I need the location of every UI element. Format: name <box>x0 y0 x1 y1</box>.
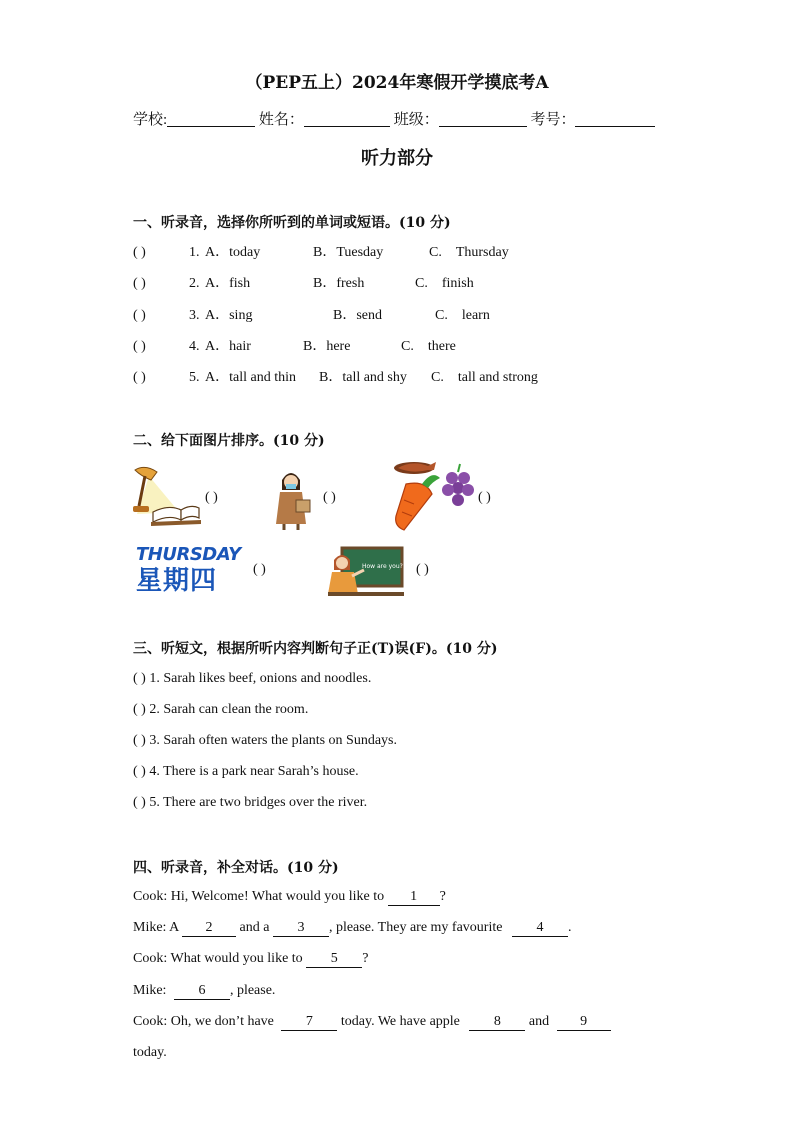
number-blank[interactable] <box>575 111 655 127</box>
dialogue-line-1 <box>133 889 446 906</box>
section2-heading: 二、给下面图片排序。(10 分) <box>133 433 325 449</box>
option-b: B．send <box>333 308 382 323</box>
question-number: 3. <box>189 308 200 323</box>
blank-6[interactable]: 6 <box>174 983 230 1000</box>
judge-statement: 3. Sarah often waters the plants on Sundays. <box>149 733 398 748</box>
name-blank[interactable] <box>304 111 390 127</box>
dialogue-text: . <box>567 920 572 935</box>
answer-paren[interactable]: ( ) <box>133 671 146 686</box>
option-c: C. learn <box>435 308 490 323</box>
dialogue-text: Cook: What would you like to <box>133 951 307 966</box>
dialogue-text: Mike: A <box>133 920 183 935</box>
blank-1[interactable]: 1 <box>388 889 440 906</box>
judge-question-1 <box>133 671 371 687</box>
number-label: 考号： <box>530 112 576 128</box>
thursday-picture <box>136 544 244 598</box>
judge-statement: 2. Sarah can clean the room. <box>149 702 309 717</box>
lamp-book-picture <box>131 462 201 530</box>
part-title: 听力部分 <box>361 148 433 169</box>
order-paren-2[interactable]: ( ) <box>323 490 336 505</box>
school-blank[interactable] <box>167 111 255 127</box>
option-a: A．tall and thin <box>205 370 296 385</box>
option-a: A．fish <box>205 276 251 291</box>
board-text: How are you? <box>362 563 403 570</box>
dialogue-text: Cook: Oh, we don’t have <box>133 1014 278 1029</box>
dialogue-text: Cook: Hi, Welcome! What would you like to <box>133 889 388 904</box>
answer-paren[interactable]: ( ) <box>133 339 146 354</box>
dialogue-line-6 <box>133 1045 167 1061</box>
question-number: 5. <box>189 370 200 385</box>
judge-question-2 <box>133 702 308 718</box>
teacher-board-picture <box>328 546 404 596</box>
thursday-english: THURSDAY <box>136 544 241 565</box>
order-paren-1[interactable]: ( ) <box>205 490 218 505</box>
dialogue-line-5 <box>133 1014 611 1031</box>
question-number: 4. <box>189 339 200 354</box>
blank-8[interactable]: 8 <box>469 1014 525 1031</box>
judge-question-5 <box>133 795 367 811</box>
dialogue-text: today. We have apple <box>337 1014 464 1029</box>
girl-picture <box>270 466 312 530</box>
dialogue-text: , please. <box>229 983 276 998</box>
school-label: 学校: <box>133 112 168 128</box>
class-label: 班级： <box>393 112 439 128</box>
blank-4[interactable]: 4 <box>512 920 568 937</box>
order-paren-4[interactable]: ( ) <box>253 562 266 577</box>
blank-3[interactable]: 3 <box>273 920 329 937</box>
order-paren-3[interactable]: ( ) <box>478 490 491 505</box>
answer-paren[interactable]: ( ) <box>133 370 146 385</box>
option-b: B．tall and shy <box>319 370 407 385</box>
dialogue-text: Mike: <box>133 983 170 998</box>
answer-paren[interactable]: ( ) <box>133 702 146 717</box>
judge-statement: 5. There are two bridges over the river. <box>149 795 368 810</box>
page-title: （PEP五上）2024年寒假开学摸底考A <box>245 73 549 93</box>
dialogue-line-2 <box>133 920 571 937</box>
section3-heading: 三、听短文，根据所听内容判断句子正(T)误(F)。(10 分) <box>133 641 498 657</box>
option-b: B．fresh <box>313 276 365 291</box>
option-c: C. tall and strong <box>431 370 538 385</box>
question-number: 1. <box>189 245 200 260</box>
option-c: C. there <box>401 339 456 354</box>
dialogue-text: ? <box>439 889 446 904</box>
section4-heading: 四、听录音，补全对话。(10 分) <box>133 860 339 876</box>
blank-7[interactable]: 7 <box>281 1014 337 1031</box>
dialogue-text: , please. They are my favourite <box>328 920 506 935</box>
option-b: B．here <box>303 339 351 354</box>
order-paren-5[interactable]: ( ) <box>416 562 429 577</box>
answer-paren[interactable]: ( ) <box>133 276 146 291</box>
option-a: A．hair <box>205 339 251 354</box>
option-b: B．Tuesday <box>313 245 384 260</box>
dialogue-text: and <box>525 1014 553 1029</box>
option-c: C. Thursday <box>429 245 509 260</box>
answer-paren[interactable]: ( ) <box>133 733 146 748</box>
section1-heading: 一、听录音，选择你所听到的单词或短语。(10 分) <box>133 215 451 231</box>
answer-paren[interactable]: ( ) <box>133 795 146 810</box>
thursday-chinese: 星期四 <box>136 566 218 596</box>
answer-paren[interactable]: ( ) <box>133 245 146 260</box>
dialogue-text: and a <box>236 920 273 935</box>
judge-statement: 4. There is a park near Sarah’s house. <box>149 764 359 779</box>
dialogue-line-4 <box>133 983 275 1000</box>
blank-5[interactable]: 5 <box>306 951 362 968</box>
blank-2[interactable]: 2 <box>182 920 236 937</box>
question-number: 2. <box>189 276 200 291</box>
blank-9[interactable]: 9 <box>557 1014 611 1031</box>
option-c: C. finish <box>415 276 474 291</box>
dialogue-line-3 <box>133 951 368 968</box>
student-info-line <box>133 108 655 129</box>
food-picture <box>392 460 478 532</box>
dialogue-text: ? <box>362 951 369 966</box>
judge-question-3 <box>133 733 397 749</box>
judge-statement: 1. Sarah likes beef, onions and noodles. <box>149 671 372 686</box>
dialogue-text: today. <box>133 1045 167 1060</box>
judge-question-4 <box>133 764 359 780</box>
name-label: 姓名： <box>258 112 304 128</box>
answer-paren[interactable]: ( ) <box>133 308 146 323</box>
answer-paren[interactable]: ( ) <box>133 764 146 779</box>
option-a: A．today <box>205 245 261 260</box>
option-a: A．sing <box>205 308 253 323</box>
class-blank[interactable] <box>439 111 527 127</box>
